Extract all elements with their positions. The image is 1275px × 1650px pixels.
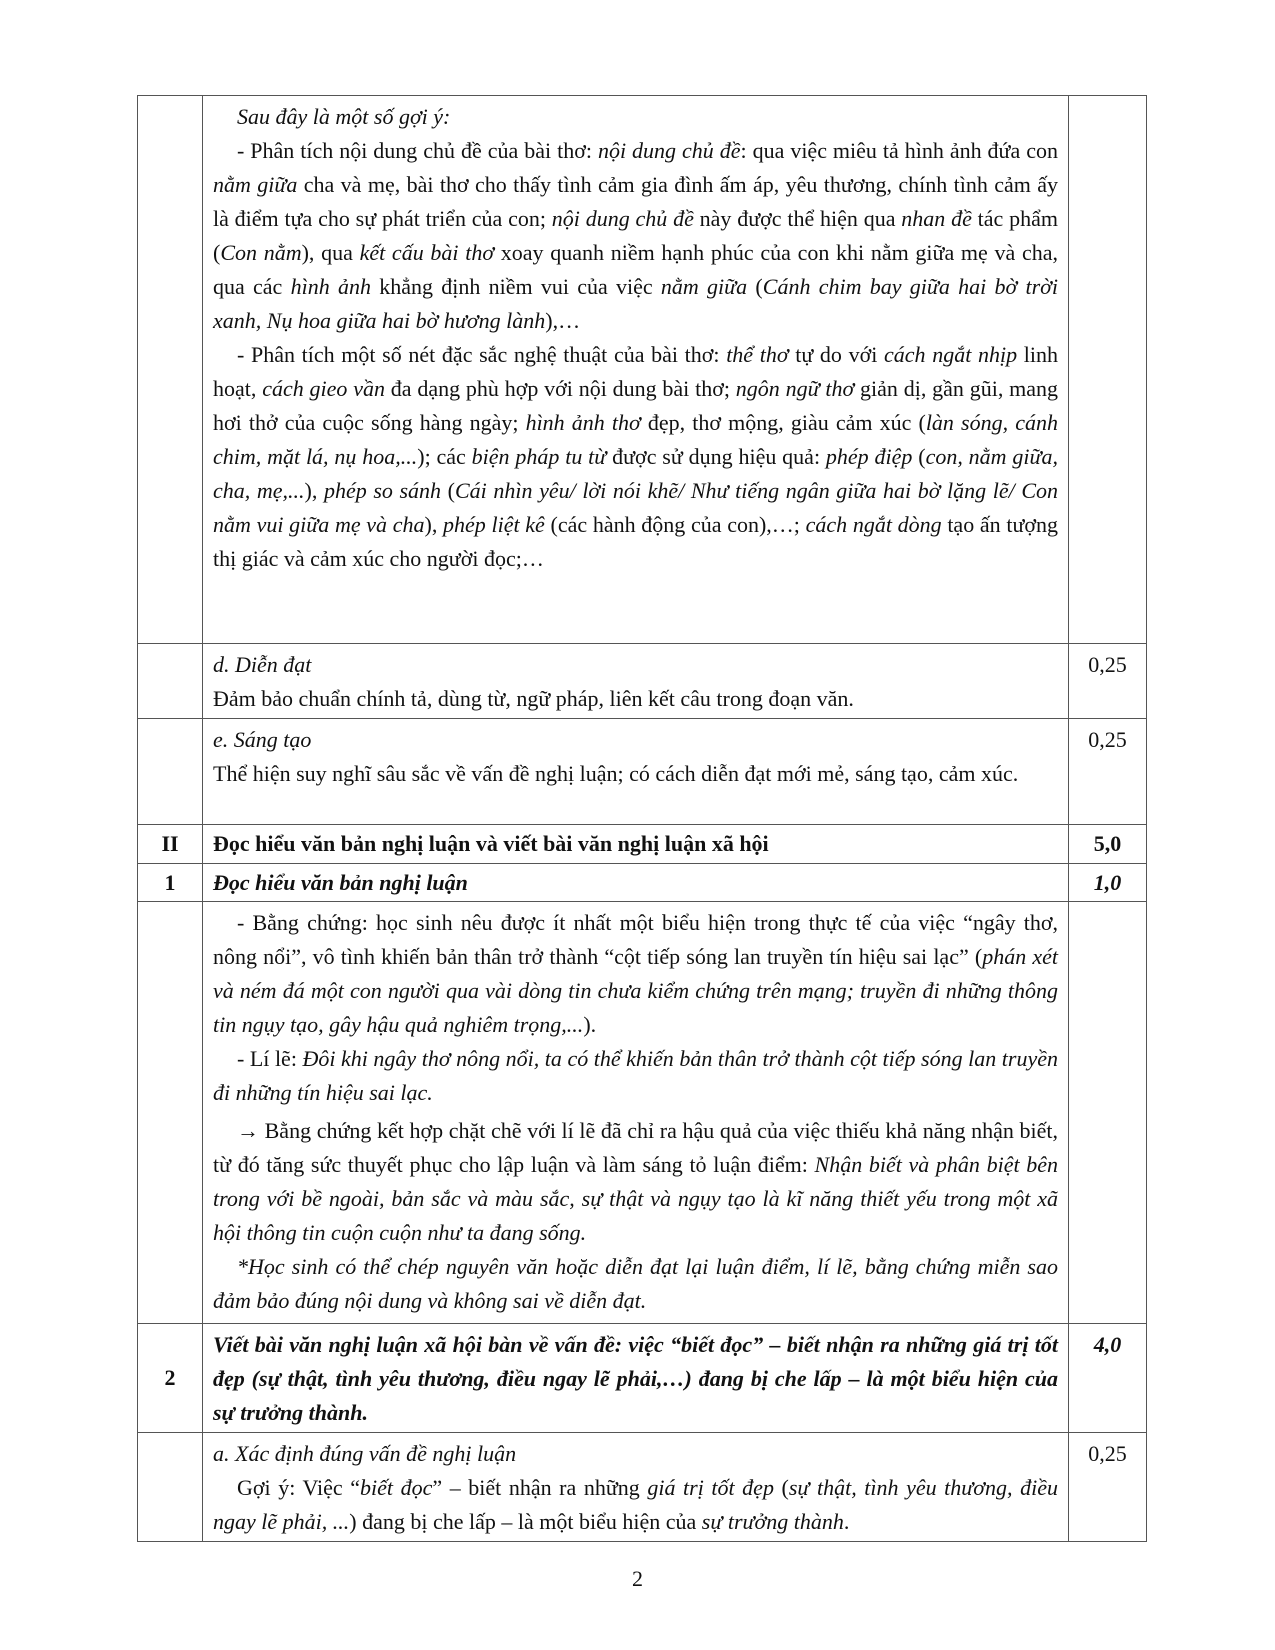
italic-text: Con nằm (220, 240, 302, 265)
scoring-table (137, 95, 1147, 1542)
text: . (843, 1509, 850, 1534)
criterion-body: Đảm bảo chuẩn chính tả, dùng từ, ngữ pháp, liên kết câu trong đoạn văn. (213, 686, 854, 711)
italic-text: nằm giữa (660, 274, 748, 299)
italic-text: nội dung chủ đề (597, 138, 741, 163)
score-value: 0,25 (1069, 644, 1147, 719)
italic-text: kết cấu bài thơ (359, 240, 495, 265)
score-value: 0,25 (1069, 719, 1147, 825)
question-title: Viết bài văn nghị luận xã hội bàn về vấn đề: việc “biết đọc” – biết nhận ra những giá trị tốt đẹp (sự thật, tình yêu thương, điều ngay lẽ phải,…) đang bị che lấp – là một biểu hiện của sự trưởng thành. (203, 1324, 1069, 1433)
text: tạo ấn tượng thị giác và cảm xúc cho người đọc;… (213, 512, 1059, 571)
section-cell (138, 902, 203, 1324)
italic-text: thể thơ (726, 342, 789, 367)
score-cell (1069, 96, 1147, 644)
note-paragraph: *Học sinh có thể chép nguyên văn hoặc diễn đạt lại luận điểm, lí lẽ, bằng chứng miễn sao đảm bảo đúng nội dung và không sai về diễn đạt. (213, 1254, 1058, 1313)
text: ( (441, 478, 455, 503)
italic-text: Cánh chim bay giữa hai bờ trời xanh, Nụ hoa giữa hai bờ hương lành (213, 274, 1059, 333)
criterion-title: d. Diễn đạt (213, 652, 312, 677)
criterion-body (213, 1471, 1058, 1539)
text: giản dị, gần gũi, mang hơi thở của cuộc sống hàng ngày; (213, 376, 1058, 435)
text: khẳng định niềm vui của việc (370, 274, 661, 299)
italic-text: cách gieo vần (262, 376, 385, 401)
italic-text: biết đọc (360, 1475, 433, 1500)
text: ),… (545, 308, 581, 333)
table-row (138, 1324, 1147, 1433)
criterion-body: Thể hiện suy nghĩ sâu sắc về vấn đề nghị luận; có cách diễn đạt mới mẻ, sáng tạo, cảm xúc. (213, 761, 1019, 786)
score-value: 4,0 (1069, 1324, 1147, 1433)
criterion-title: a. Xác định đúng vấn đề nghị luận (213, 1441, 517, 1466)
italic-text: biện pháp tu từ (471, 444, 607, 469)
table-row (138, 644, 1147, 719)
text: - Bằng chứng: học sinh nêu được ít nhất một biểu hiện trong thực tế của việc “ngây thơ, nông nổi”, vô tình khiến bản thân trở thành “cột tiếp sóng lan truyền tín hiệu sai lạc” ( (213, 910, 1058, 969)
text: linh hoạt, (213, 342, 1058, 401)
section-cell (138, 644, 203, 719)
table-row (138, 96, 1147, 644)
italic-text: sự thật, tình yêu thương, điều ngay lẽ phải, ... (213, 1475, 1058, 1534)
text: ). (583, 1012, 597, 1037)
section-title: Đọc hiểu văn bản nghị luận và viết bài văn nghị luận xã hội (203, 825, 1069, 864)
italic-text: làn sóng, cánh chim, mặt lá, nụ hoa,... (213, 410, 1058, 469)
section-cell (138, 96, 203, 644)
text: ( (912, 444, 926, 469)
italic-text: sự trưởng thành (701, 1509, 844, 1534)
italic-text: cách ngắt nhịp (884, 342, 1018, 367)
text: được sử dụng hiệu quả: (606, 444, 826, 469)
text: cha và mẹ, bài thơ cho thấy tình cảm gia đình ấm áp, yêu thương, chính tình cảm ấy là điểm tựa cho sự phát triển của con; (213, 172, 1059, 231)
table-row (138, 1433, 1147, 1542)
italic-text: ngôn ngữ thơ (735, 376, 855, 401)
italic-text: Cái nhìn yêu/ lời nói khẽ/ Như tiếng ngân giữa hai bờ lặng lẽ/ Con nằm vui giữa mẹ và cha (213, 478, 1059, 537)
text: - Lí lẽ: (237, 1046, 303, 1071)
text: ), (424, 512, 444, 537)
question-number: 2 (138, 1324, 203, 1433)
italic-text: Nhận biết và phân biệt bên trong với bề ngoài, bản sắc và màu sắc, sự thật và ngụy tạo là kĩ năng thiết yếu trong một xã hội thông tin cuộn cuộn như ta đang sống. (213, 1152, 1058, 1245)
italic-text: hình ảnh (290, 274, 371, 299)
italic-text: cách ngắt dòng (805, 512, 942, 537)
score-value: 5,0 (1069, 825, 1147, 864)
table-row (138, 902, 1147, 1324)
suggestion-cell (203, 96, 1069, 644)
text: ); các (417, 444, 472, 469)
text: - Phân tích nội dung chủ đề của bài thơ: (237, 138, 598, 163)
text: ), (304, 478, 324, 503)
answer-cell (203, 902, 1069, 1324)
suggestion-intro: Sau đây là một số gợi ý: (237, 104, 451, 129)
text: tác phẩm ( (213, 206, 1059, 265)
text: Gợi ý: Việc “ (237, 1475, 361, 1500)
text: ( (773, 1475, 789, 1500)
reasoning-paragraph (213, 1042, 1058, 1110)
suggestion-paragraph (213, 338, 1058, 576)
suggestion-paragraph (213, 134, 1058, 338)
italic-text: nằm giữa (213, 172, 298, 197)
question-title: Đọc hiểu văn bản nghị luận (203, 864, 1069, 902)
italic-text: hình ảnh thơ (525, 410, 641, 435)
italic-text: phán xét và ném đá một con người qua vài dòng tin chưa kiểm chứng trên mạng; truyền đi những thông tin ngụy tạo, gây hậu quả nghiêm trọng,... (213, 944, 1058, 1037)
question-number: 1 (138, 864, 203, 902)
text: - Phân tích một số nét đặc sắc nghệ thuật của bài thơ: (237, 342, 727, 367)
text: tự do với (788, 342, 884, 367)
criterion-cell (203, 719, 1069, 825)
italic-text: phép so sánh (323, 478, 442, 503)
text: : qua việc miêu tả hình ảnh đứa con (740, 138, 1058, 163)
text: xoay quanh niềm hạnh phúc của con khi nằm giữa mẹ và cha, qua các (213, 240, 1059, 299)
text: ), qua (301, 240, 360, 265)
table-row (138, 825, 1147, 864)
score-cell (1069, 902, 1147, 1324)
italic-text: nội dung chủ đề (551, 206, 694, 231)
section-number: II (138, 825, 203, 864)
italic-text: nhan đề (901, 206, 972, 231)
text: ( (747, 274, 763, 299)
page-number: 2 (632, 1566, 643, 1591)
text: ) đang bị che lấp – là một biểu hiện của (349, 1509, 702, 1534)
italic-text: phép liệt kê (443, 512, 545, 537)
table-row (138, 864, 1147, 902)
evidence-paragraph (213, 906, 1058, 1042)
section-cell (138, 1433, 203, 1542)
conclusion-paragraph (213, 1114, 1058, 1250)
text: → Bằng chứng kết hợp chặt chẽ với lí lẽ đã chỉ ra hậu quả của việc thiếu khả năng nhận biết, từ đó tăng sức thuyết phục cho lập luận và làm sáng tỏ luận điểm: (213, 1118, 1058, 1177)
italic-text: phép điệp (825, 444, 913, 469)
criterion-cell (203, 1433, 1069, 1542)
text: này được thể hiện qua (693, 206, 902, 231)
score-value: 1,0 (1069, 864, 1147, 902)
text: (các hành động của con),…; (544, 512, 806, 537)
text: đa dạng phù hợp với nội dung bài thơ; (384, 376, 736, 401)
criterion-title: e. Sáng tạo (213, 727, 312, 752)
score-value: 0,25 (1069, 1433, 1147, 1542)
italic-text: con, nằm giữa, cha, mẹ,... (213, 444, 1059, 503)
section-cell (138, 719, 203, 825)
italic-text: Đôi khi ngây thơ nông nổi, ta có thể khiến bản thân trở thành cột tiếp sóng lan truyền đi những tín hiệu sai lạc. (213, 1046, 1058, 1105)
criterion-cell (203, 644, 1069, 719)
table-row (138, 719, 1147, 825)
text: đẹp, thơ mộng, giàu cảm xúc ( (640, 410, 926, 435)
text: ” – biết nhận ra những (432, 1475, 648, 1500)
italic-text: giá trị tốt đẹp (647, 1475, 774, 1500)
